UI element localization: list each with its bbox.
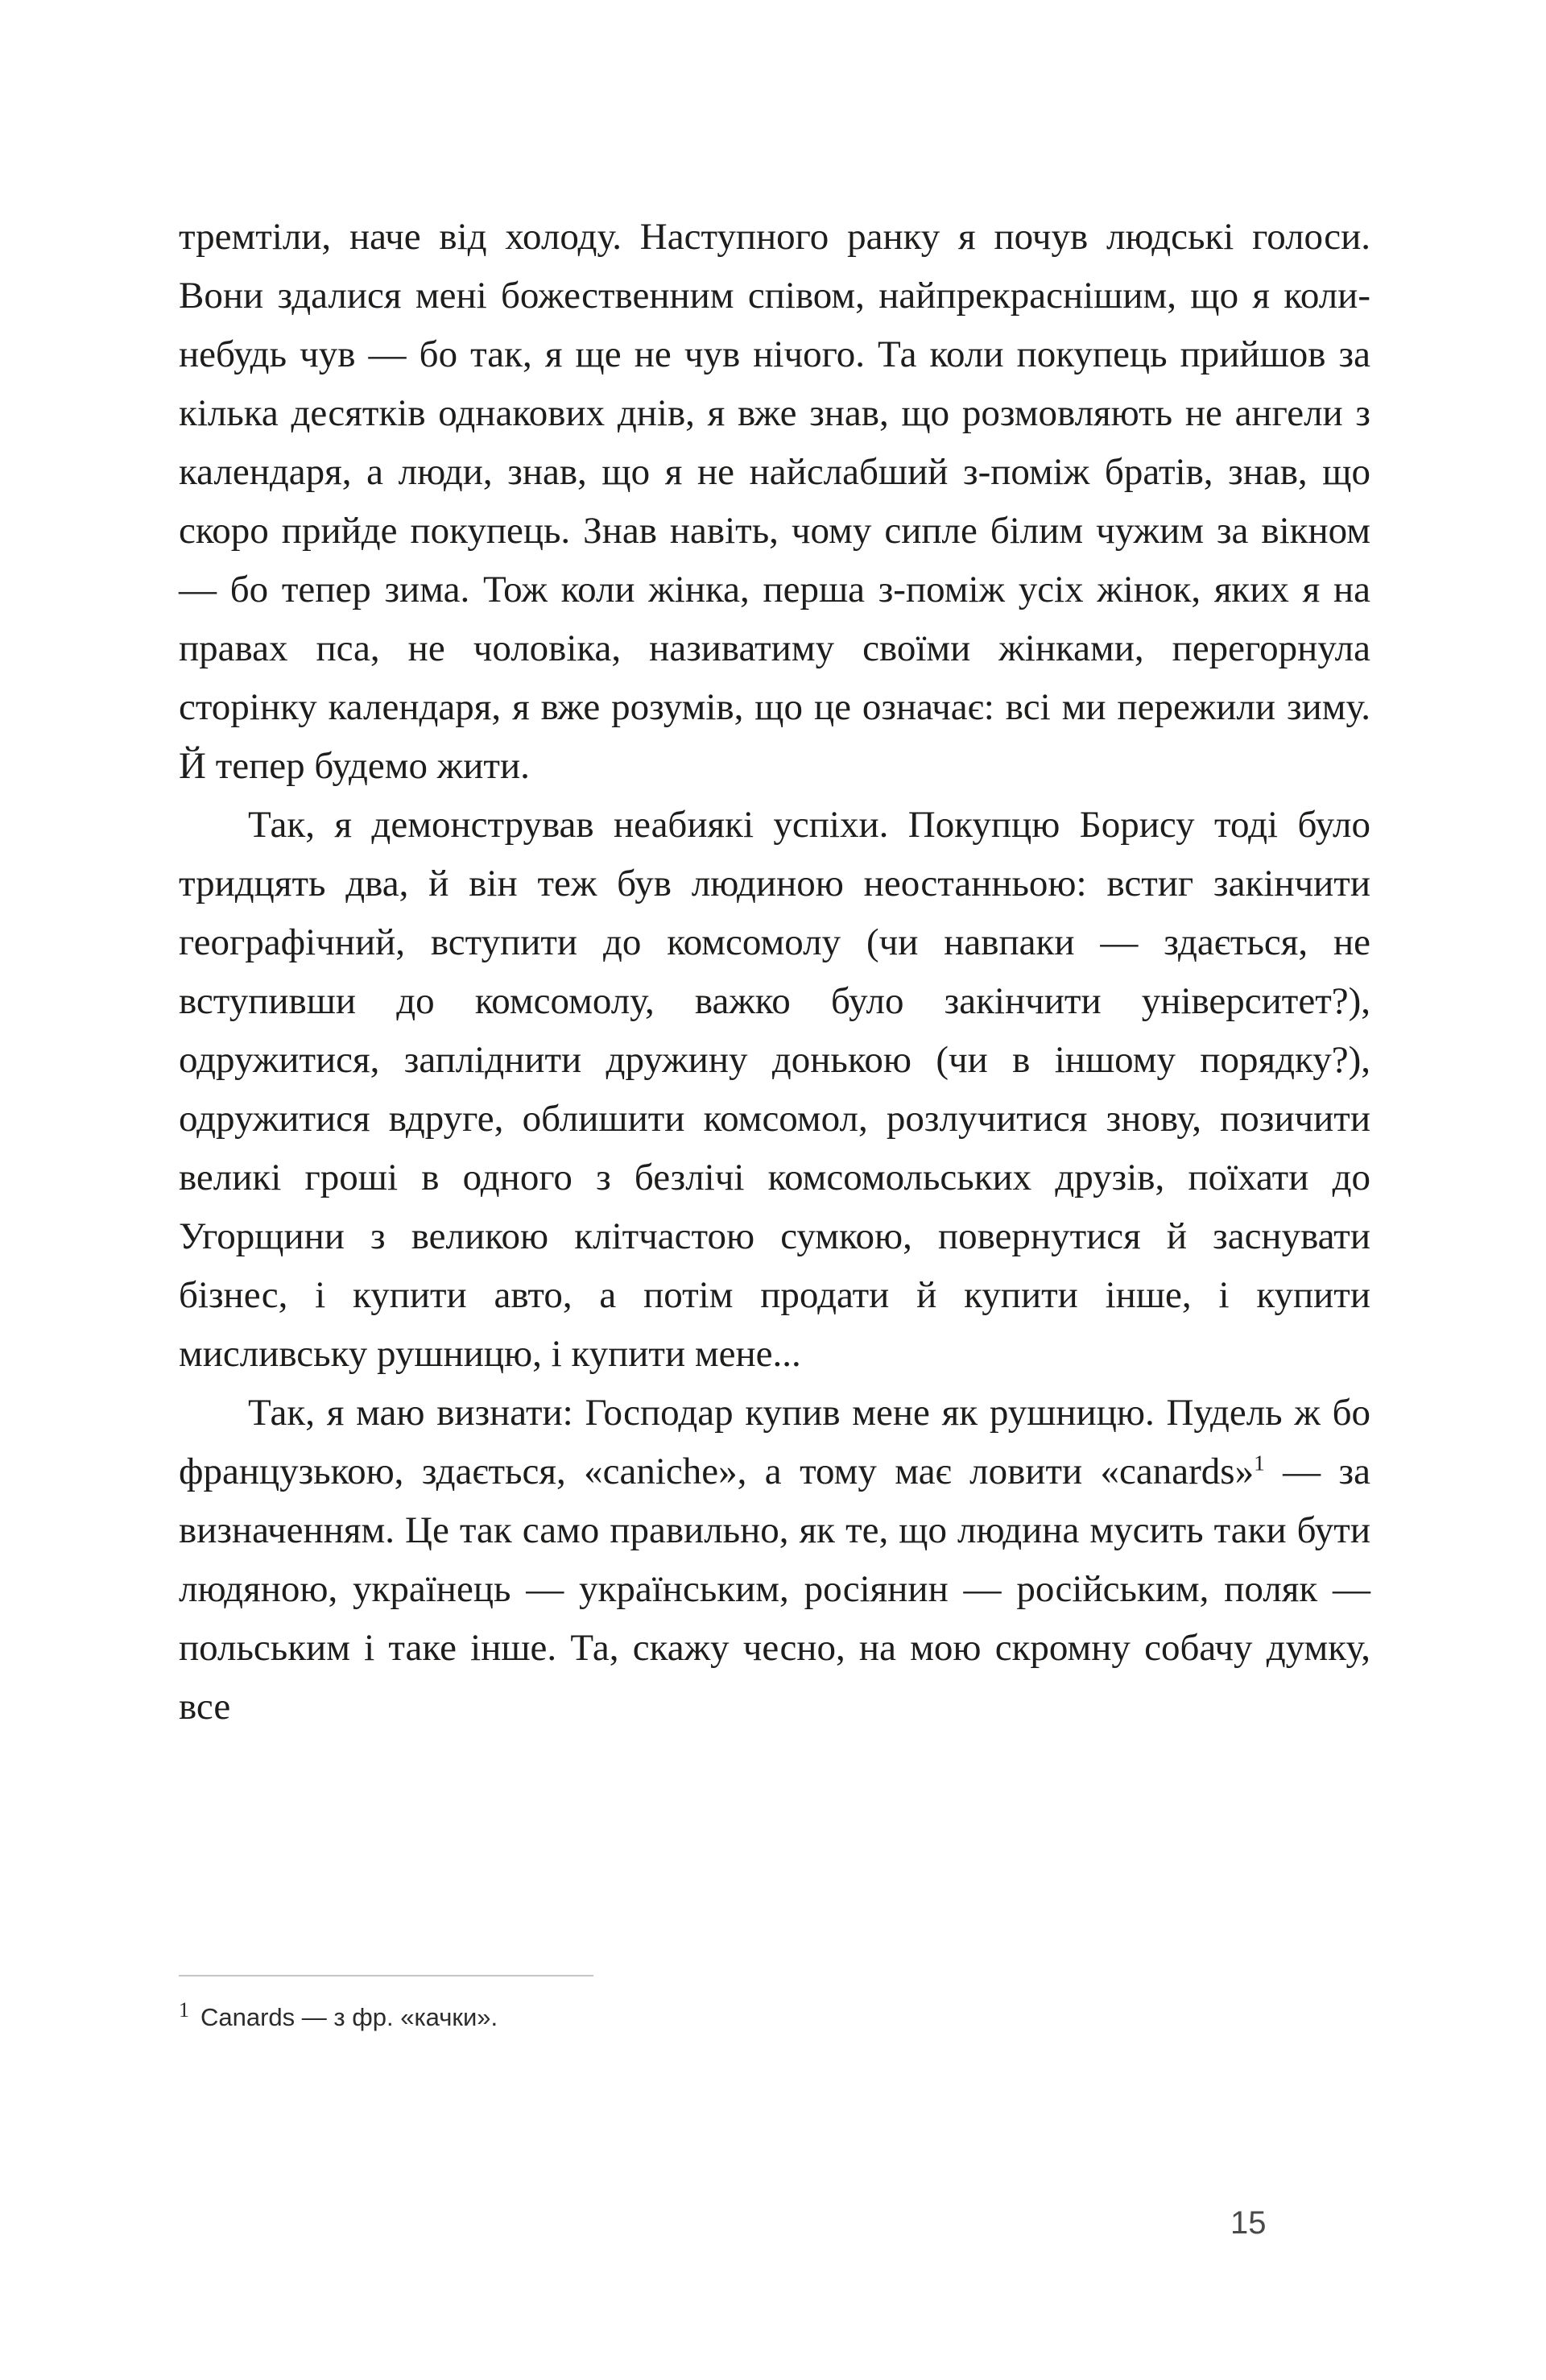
footnote-marker: 1: [179, 1997, 189, 2022]
body-text: [179, 208, 1370, 1736]
footnote-divider: [179, 1975, 593, 1976]
paragraph: тремтіли, наче від холоду. Наступного ранку я почув людські голоси. Вони здалися мені божественним співом, найпрекраснішим, що я коли-небудь чув — бо так, я ще не чув нічого. Та коли покупець прийшов за кілька десятків однакових днів, я вже знав, що розмовляють не ангели з календаря, а люди, знав, що я не найслабший з-поміж братів, знав, що скоро прийде покупець. Знав навіть, чому сипле білим чужим за вікном — бо тепер зима. Тож коли жінка, перша з-поміж усіх жінок, яких я на правах пса, не чоловіка, називатиму своїми жінками, перегорнула сторінку календаря, я вже розумів, що це означає: всі ми пережили зиму. Й тепер будемо жити.: [179, 216, 1370, 787]
footnote-body: Canards — з фр. «качки».: [200, 2003, 498, 2031]
footnote-text: [179, 1997, 1370, 2034]
paragraph: Так, я демонстрував неабиякі успіхи. Покупцю Борису тоді було тридцять два, й він теж був людиною неостанньою: встиг закінчити географічний, вступити до комсомолу (чи навпаки — здається, не вступивши до комсомолу, важко було закінчити університет?), одружитися, запліднити дружину донькою (чи в іншому порядку?), одружитися вдруге, облишити комсомол, розлучитися знову, позичити великі гроші в одного з безлічі комсомольських друзів, поїхати до Угорщини з великою клітчастою сумкою, повернутися й заснувати бізнес, і купити авто, а потім продати й купити інше, і купити мисливську рушницю, і купити мене...: [179, 804, 1370, 1375]
footnote-reference: 1: [1254, 1451, 1265, 1476]
footnote: [179, 1975, 1370, 2034]
paragraph: [179, 1384, 1370, 1736]
page-number: 15: [1230, 2205, 1267, 2241]
paragraph-text: Так, я маю визнати: Господар купив мене як рушницю. Пудель ж бо французькою, здається, «caniche», а тому має ловити «canards»: [179, 1392, 1370, 1492]
paragraph-text: — за визначенням. Це так само правильно, як те, що людина мусить таки бути людяною, українець — українським, росіянин — російським, поляк — польським і таке інше. Та, скажу чесно, на мою скромну собачу думку, все: [179, 1451, 1370, 1728]
